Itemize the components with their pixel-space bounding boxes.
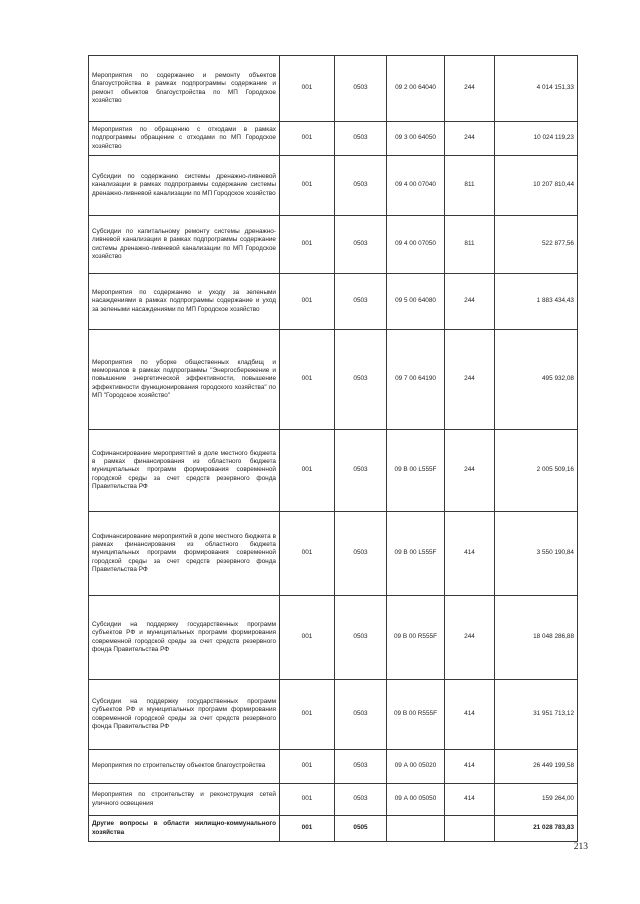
row-expense-type: 244	[445, 56, 495, 122]
budget-table	[88, 55, 578, 842]
row-description: Софинансирование мероприяттий в доле местного бюджета в рамках финансирования из областного бюджета муниципальных программ формирования современной городской среды за счет средств резервного фонда Правительства РФ	[89, 430, 280, 512]
row-expense-type: 244	[445, 274, 495, 330]
row-amount: 4 014 151,33	[495, 56, 578, 122]
row-razdel-code: 0503	[335, 274, 387, 330]
row-description: Мероприятия по строительству объектов благоустройства	[89, 750, 280, 784]
row-description: Субсидии на поддержку государственных программ субъектов РФ и муниципальных программ формирования современной городской среды за счет средств резервного фонда Правительства РФ	[89, 680, 280, 750]
table-row	[89, 512, 578, 596]
row-razdel-code: 0503	[335, 330, 387, 430]
row-expense-type: 244	[445, 122, 495, 156]
row-target-article: 09 В 00 R555F	[387, 596, 445, 680]
row-description: Мероприятия по уборке общественных кладбищ и мемориалов в рамках подпрограммы "Энергосбережение и повышение энергетической эффективности, повышение эффективности функционирования городского хозяйства" по МП "Городское хозяйство"	[89, 330, 280, 430]
row-description: Субсидии по содержанию системы дренажно-ливневой канализации в рамках подпрограммы содержание системы дренажно-ливневой канализации по МП Городское хозяйство	[89, 156, 280, 216]
row-vedomstvo-code: 001	[280, 430, 335, 512]
row-amount: 495 932,08	[495, 330, 578, 430]
row-expense-type: 244	[445, 430, 495, 512]
row-expense-type: 811	[445, 156, 495, 216]
row-razdel-code: 0503	[335, 750, 387, 784]
row-vedomstvo-code: 001	[280, 680, 335, 750]
table-row	[89, 56, 578, 122]
row-amount: 2 005 509,16	[495, 430, 578, 512]
row-amount: 10 024 119,23	[495, 122, 578, 156]
table-row	[89, 750, 578, 784]
table-row	[89, 330, 578, 430]
row-razdel-code: 0503	[335, 122, 387, 156]
row-amount: 159 264,00	[495, 784, 578, 816]
row-amount: 21 028 783,83	[495, 816, 578, 842]
row-razdel-code: 0503	[335, 430, 387, 512]
row-description: Мероприятия по содержанию и уходу за зелеными насаждениями в рамках подпрограммы содержание и уход за зелеными насаждениями по МП Городское хозяйство	[89, 274, 280, 330]
row-razdel-code: 0503	[335, 216, 387, 274]
row-expense-type: 244	[445, 596, 495, 680]
row-vedomstvo-code: 001	[280, 784, 335, 816]
row-target-article: 09 5 00 64080	[387, 274, 445, 330]
row-target-article: 09 В 00 R555F	[387, 680, 445, 750]
row-razdel-code: 0503	[335, 56, 387, 122]
row-vedomstvo-code: 001	[280, 750, 335, 784]
row-description: Другие вопросы в области жилищно-коммунального хозяйства	[89, 816, 280, 842]
row-amount: 26 449 199,58	[495, 750, 578, 784]
row-description: Мероприятия по обращению с отходами в рамках подпрограммы обращение с отходами по МП Городское хозяйство	[89, 122, 280, 156]
row-amount: 31 951 713,12	[495, 680, 578, 750]
row-amount: 522 877,56	[495, 216, 578, 274]
row-vedomstvo-code: 001	[280, 216, 335, 274]
row-expense-type: 414	[445, 784, 495, 816]
row-target-article: 09 В 00 L555F	[387, 512, 445, 596]
row-razdel-code: 0503	[335, 512, 387, 596]
row-razdel-code: 0503	[335, 156, 387, 216]
row-target-article: 09 А 00 05050	[387, 784, 445, 816]
row-description: Мероприятия по строительству и реконструкция сетей уличного освещения	[89, 784, 280, 816]
row-target-article: 09 А 00 05020	[387, 750, 445, 784]
row-vedomstvo-code: 001	[280, 596, 335, 680]
row-razdel-code: 0503	[335, 680, 387, 750]
row-vedomstvo-code: 001	[280, 512, 335, 596]
row-expense-type: 244	[445, 330, 495, 430]
row-amount: 1 883 434,43	[495, 274, 578, 330]
row-target-article: 09 3 00 64050	[387, 122, 445, 156]
table-row	[89, 680, 578, 750]
table-row	[89, 122, 578, 156]
row-target-article: 09 4 00 07050	[387, 216, 445, 274]
table-row	[89, 216, 578, 274]
row-razdel-code: 0503	[335, 784, 387, 816]
table-row	[89, 816, 578, 842]
page-number: 213	[573, 842, 588, 852]
table-row	[89, 156, 578, 216]
row-razdel-code: 0503	[335, 596, 387, 680]
row-expense-type	[445, 816, 495, 842]
row-description: Софинансирование мероприятий в доле местного бюджета в рамках финансирования из областного бюджета муниципальных программ формирования современной городской среды за счет средств резервного фонда Правительства РФ	[89, 512, 280, 596]
row-description: Субсидии по капитальному ремонту системы дренажно-ливневой канализации в рамках подпрограммы содержание системы дренажно-ливневой канализации по МП Городское хозяйство	[89, 216, 280, 274]
row-target-article: 09 В 00 L555F	[387, 430, 445, 512]
row-vedomstvo-code: 001	[280, 330, 335, 430]
row-description: Мероприятия по содержанию и ремонту объектов благоустройства в рамках подпрограммы содержание и ремонт объектов благоустройства по МП Городское хозяйство	[89, 56, 280, 122]
row-amount: 10 207 810,44	[495, 156, 578, 216]
row-target-article: 09 4 00 07040	[387, 156, 445, 216]
row-vedomstvo-code: 001	[280, 56, 335, 122]
row-expense-type: 811	[445, 216, 495, 274]
row-amount: 3 550 190,84	[495, 512, 578, 596]
table-row	[89, 430, 578, 512]
row-amount: 18 048 286,88	[495, 596, 578, 680]
table-row	[89, 274, 578, 330]
row-expense-type: 414	[445, 750, 495, 784]
row-target-article: 09 7 00 64190	[387, 330, 445, 430]
row-expense-type: 414	[445, 680, 495, 750]
row-vedomstvo-code: 001	[280, 816, 335, 842]
table-row	[89, 596, 578, 680]
budget-table-body	[89, 56, 578, 842]
row-expense-type: 414	[445, 512, 495, 596]
row-vedomstvo-code: 001	[280, 156, 335, 216]
row-target-article	[387, 816, 445, 842]
row-razdel-code: 0505	[335, 816, 387, 842]
row-vedomstvo-code: 001	[280, 274, 335, 330]
row-target-article: 09 2 00 64040	[387, 56, 445, 122]
row-vedomstvo-code: 001	[280, 122, 335, 156]
table-row	[89, 784, 578, 816]
row-description: Субсидии на поддержку государственных программ субъектов РФ и муниципальных программ формирования современной городской среды за счет средств резервного фонда Правительства РФ	[89, 596, 280, 680]
